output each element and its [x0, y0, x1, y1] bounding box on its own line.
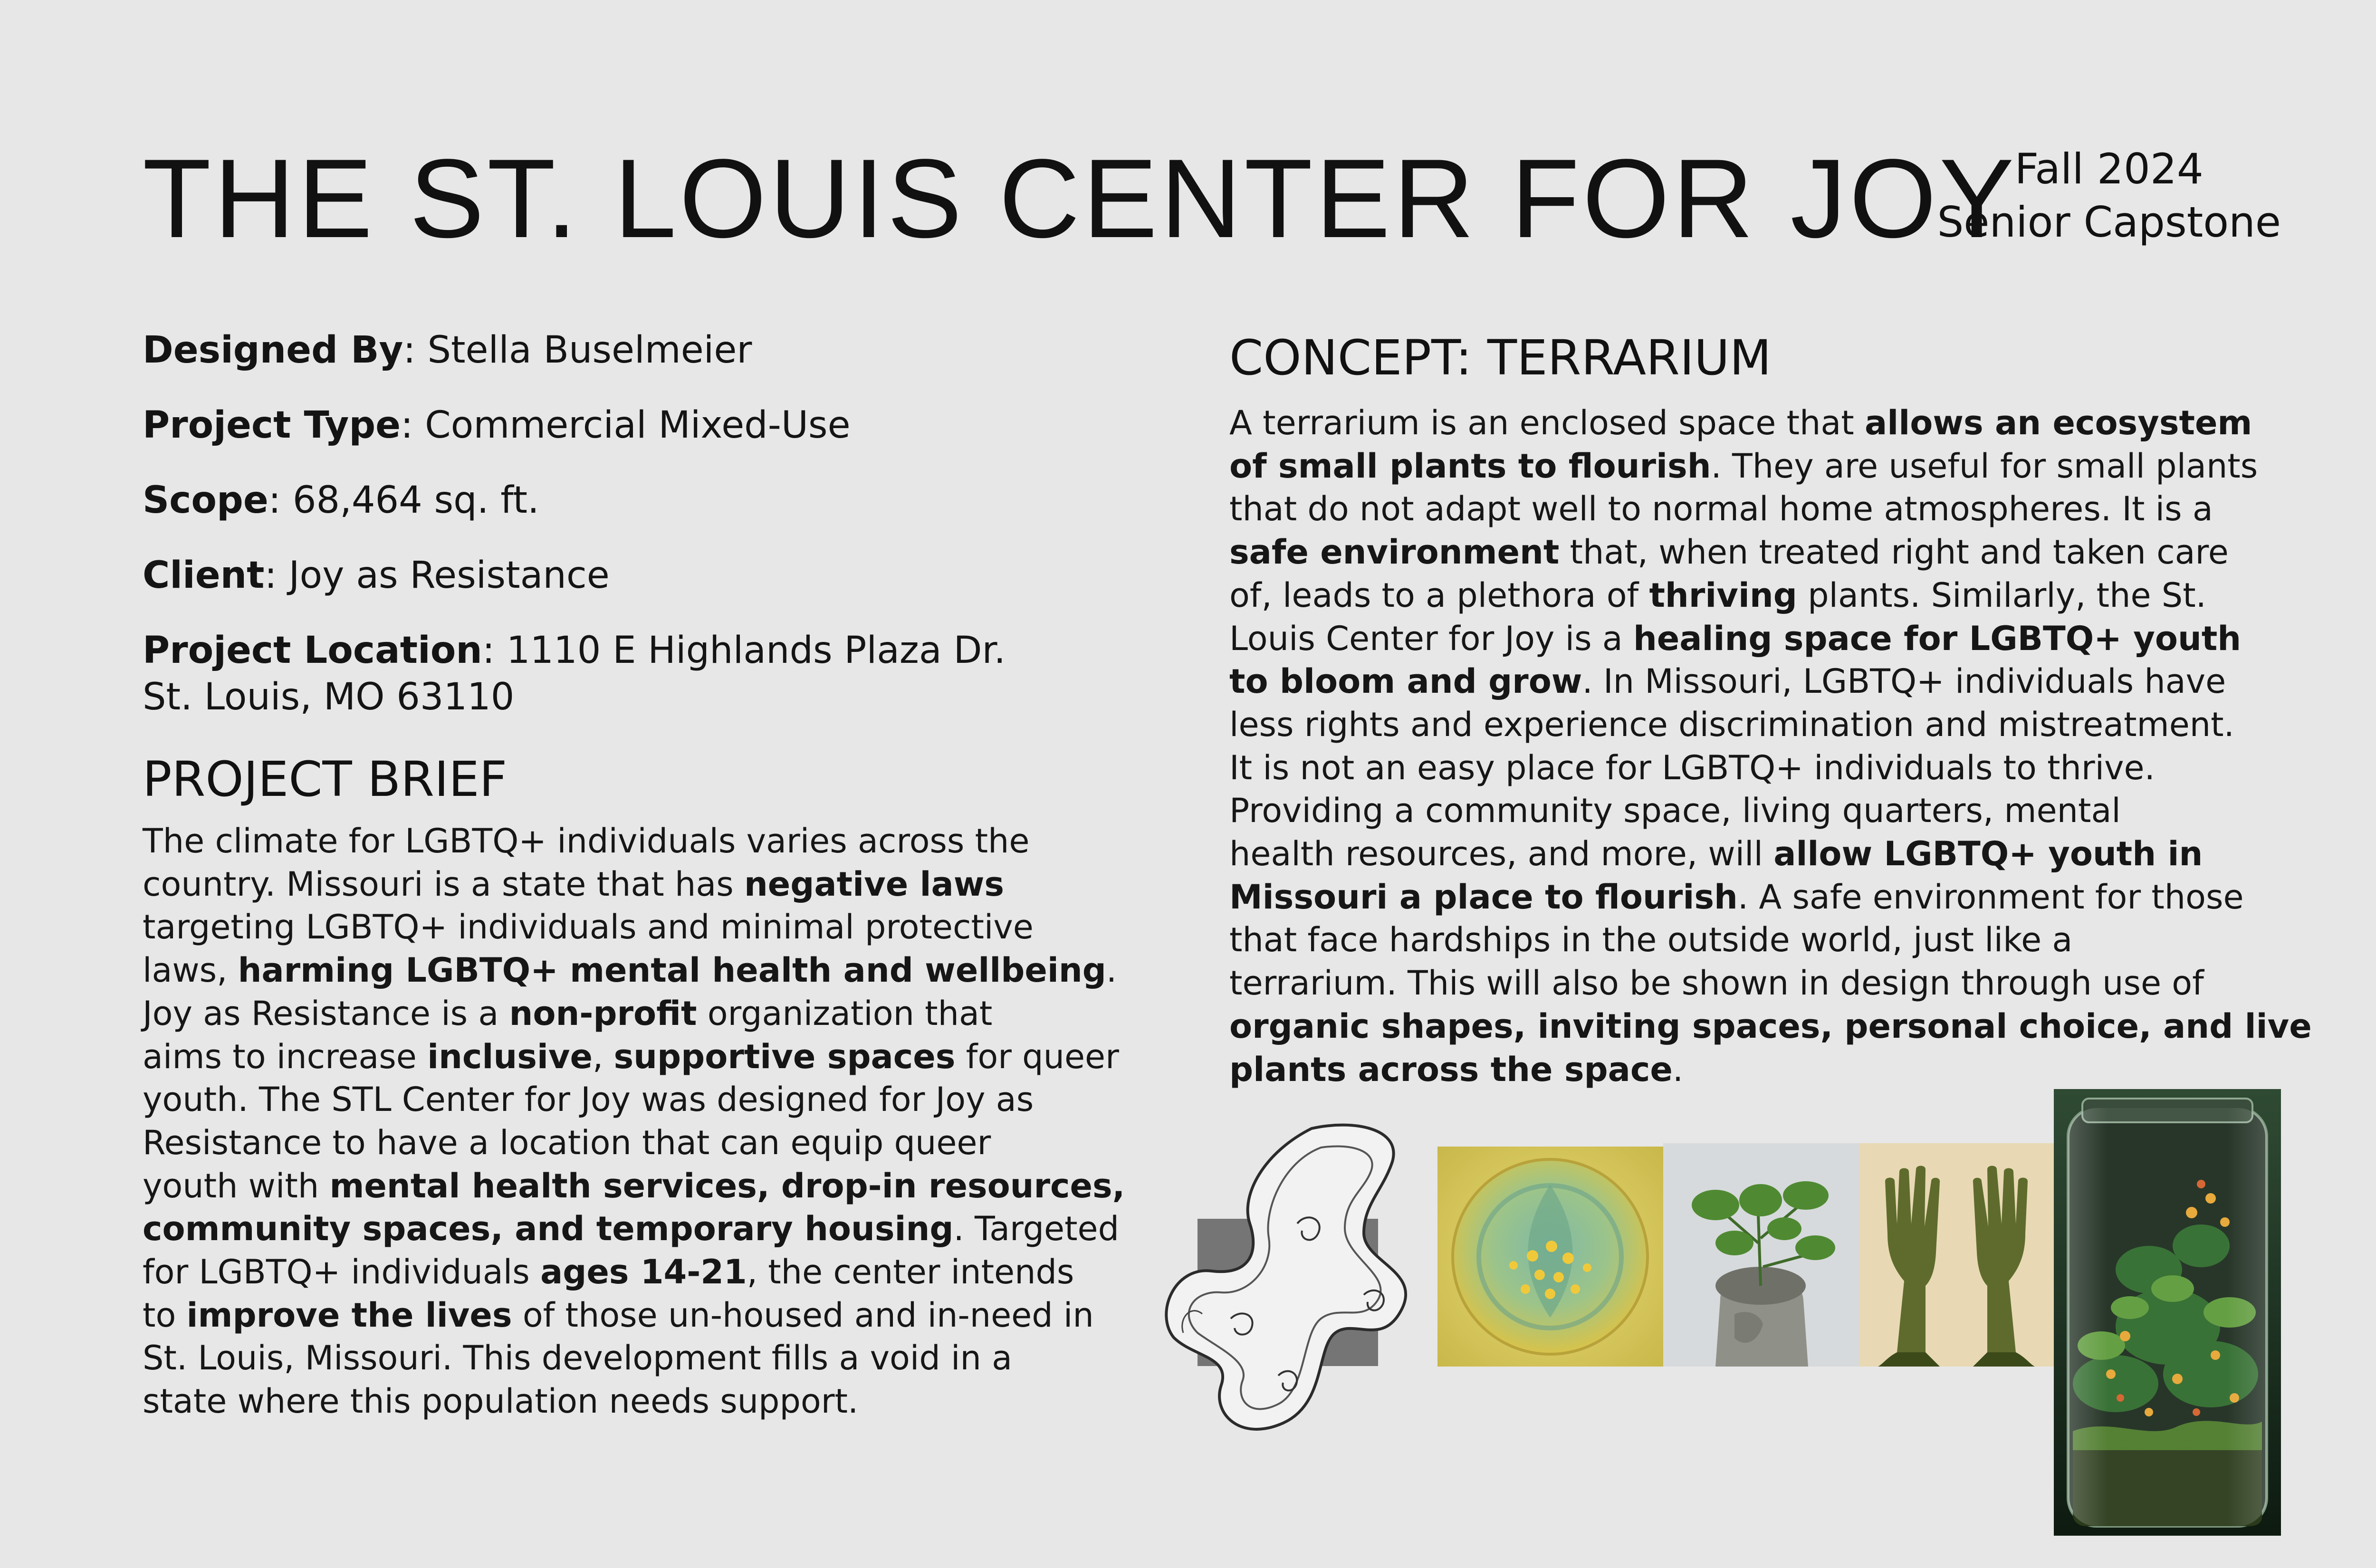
- concept-text-run: health resources, and more, will: [1229, 834, 1774, 874]
- concept-line: [1229, 962, 2284, 1005]
- concept-text-run: .: [1672, 1050, 1684, 1089]
- project-location-city: St. Louis, MO 63110: [143, 676, 515, 718]
- concept-text-run: to bloom and grow: [1229, 662, 1582, 701]
- terrarium-jar-icon: [2054, 1089, 2281, 1536]
- project-location-label: Project Location: [143, 629, 482, 672]
- brief-text-run: for LGBTQ+ individuals: [143, 1252, 540, 1292]
- concept-line: [1229, 660, 2284, 703]
- scope-value: : 68,464 sq. ft.: [268, 479, 539, 522]
- concept-line: [1229, 445, 2284, 488]
- concept-line: [1229, 832, 2284, 876]
- brief-line: [143, 992, 1131, 1035]
- brief-text-run: aims to increase: [143, 1037, 428, 1076]
- brief-text-run: Joy as Resistance is a: [143, 994, 509, 1033]
- concept-line: [1229, 918, 2284, 962]
- brief-text-run: to: [143, 1295, 187, 1335]
- brief-text-run: ages 14-21: [540, 1252, 747, 1292]
- concept-text-run: allow LGBTQ+ youth in: [1773, 834, 2203, 874]
- project-type-label: Project Type: [143, 404, 401, 447]
- brief-line: [143, 1251, 1131, 1294]
- brief-text-run: supportive spaces: [613, 1037, 956, 1076]
- brief-line: [143, 1207, 1131, 1251]
- client-row: [143, 552, 610, 599]
- term-semester: Fall 2024: [2014, 144, 2204, 193]
- concept-text-run: Providing a community space, living quarters, mental: [1229, 791, 2121, 831]
- concept-text: [1229, 402, 2312, 1091]
- concept-text-run: Missouri a place to flourish: [1229, 877, 1738, 917]
- brief-text-run: improve the lives: [186, 1295, 512, 1335]
- brief-text-run: state where this population needs support.: [143, 1382, 859, 1421]
- concept-text-run: that do not adapt well to normal home atmospheres. It is a: [1229, 489, 2213, 529]
- concept-text-run: that face hardships in the outside world, just like a: [1229, 920, 2073, 960]
- project-type-row: [143, 402, 851, 449]
- brief-text-run: St. Louis, Missouri. This development fills a void in a: [143, 1339, 1012, 1378]
- brief-text-run: country. Missouri is a state that has: [143, 864, 744, 904]
- project-location-row: [143, 627, 1006, 720]
- brief-line: [143, 1294, 1131, 1337]
- project-location-street: : 1110 E Highlands Plaza Dr.: [482, 629, 1006, 672]
- brief-line: [143, 820, 1131, 863]
- concept-text-run: . They are useful for small plants: [1711, 446, 2258, 486]
- concept-text-run: plants across the space: [1229, 1050, 1673, 1089]
- concept-line: [1229, 746, 2284, 790]
- brief-text-run: .: [1106, 951, 1117, 990]
- project-brief-heading: PROJECT BRIEF: [143, 751, 508, 808]
- brief-line: [143, 1035, 1131, 1079]
- brief-text-run: of those un-housed and in-need in: [512, 1295, 1094, 1335]
- concept-text-run: healing space for LGBTQ+ youth: [1633, 619, 2242, 658]
- brief-text-run: ,: [593, 1037, 614, 1076]
- concept-text-run: safe environment: [1229, 533, 1560, 572]
- concept-text-run: less rights and experience discrimination and mistreatment.: [1229, 705, 2234, 744]
- client-value: : Joy as Resistance: [264, 554, 610, 597]
- project-type-value: : Commercial Mixed-Use: [401, 404, 851, 447]
- brief-text-run: non-profit: [509, 994, 697, 1033]
- concept-text-run: that, when treated right and taken care: [1559, 533, 2229, 572]
- brief-text-run: harming LGBTQ+ mental health and wellbeing: [238, 951, 1106, 990]
- brief-text-run: , the center intends: [747, 1252, 1074, 1292]
- brief-text-run: laws,: [143, 951, 238, 990]
- moss-hands-icon: [1859, 1143, 2054, 1367]
- concept-line: [1229, 617, 2284, 660]
- brief-line: [143, 1078, 1131, 1121]
- concept-text-run: of small plants to flourish: [1229, 446, 1711, 486]
- brief-text-run: community spaces, and temporary housing: [143, 1209, 954, 1249]
- concept-line: [1229, 703, 2284, 746]
- brief-text-run: youth. The STL Center for Joy was designed for Joy as: [143, 1080, 1034, 1119]
- brief-text-run: inclusive: [427, 1037, 593, 1076]
- concept-text-run: plants. Similarly, the St.: [1797, 575, 2206, 615]
- concept-line: [1229, 876, 2284, 919]
- brief-text-run: mental health services, drop-in resources,: [329, 1166, 1125, 1205]
- brief-line: [143, 949, 1131, 992]
- brief-line: [143, 1337, 1131, 1380]
- concept-line: [1229, 1048, 2284, 1091]
- brief-text-run: The climate for LGBTQ+ individuals varies across the: [143, 822, 1030, 860]
- brief-line: [143, 906, 1131, 949]
- concept-text-run: A terrarium is an enclosed space that: [1229, 403, 1865, 442]
- scope-label: Scope: [143, 479, 268, 522]
- designed-by-value: : Stella Buselmeier: [403, 329, 752, 372]
- concept-text-run: allows an ecosystem: [1865, 403, 2252, 442]
- brief-text-run: organization that: [697, 994, 993, 1033]
- concept-line: [1229, 402, 2284, 445]
- scope-row: [143, 477, 539, 524]
- term-info: [1937, 143, 2281, 249]
- brief-text-run: for queer: [955, 1037, 1119, 1076]
- green-yellow-orb-painting-icon: [1437, 1147, 1663, 1367]
- concept-line: [1229, 1005, 2312, 1048]
- concept-text-run: It is not an easy place for LGBTQ+ individuals to thrive.: [1229, 748, 2155, 787]
- concept-line: [1229, 789, 2284, 832]
- brief-text-run: negative laws: [744, 864, 1005, 904]
- brief-line: [143, 863, 1131, 906]
- concept-text-run: organic shapes, inviting spaces, personal choice, and live: [1229, 1006, 2312, 1046]
- concept-text-run: . A safe environment for those: [1737, 877, 2244, 917]
- concept-line: [1229, 531, 2284, 574]
- concept-text-run: Louis Center for Joy is a: [1229, 619, 1633, 658]
- brief-text-run: youth with: [143, 1166, 330, 1205]
- organic-shape-sketch-icon: [1155, 1109, 1435, 1442]
- concept-heading: CONCEPT: TERRARIUM: [1229, 330, 1772, 386]
- client-label: Client: [143, 554, 265, 597]
- concept-text-run: terrarium. This will also be shown in design through use of: [1229, 964, 2204, 1003]
- term-course: Senior Capstone: [1937, 198, 2281, 247]
- head-planter-icon: [1663, 1143, 1859, 1367]
- brief-text-run: . Targeted: [953, 1209, 1120, 1249]
- concept-line: [1229, 488, 2284, 531]
- brief-text-run: Resistance to have a location that can equip queer: [143, 1123, 991, 1162]
- concept-text-run: . In Missouri, LGBTQ+ individuals have: [1582, 662, 2226, 701]
- designed-by-row: [143, 327, 752, 373]
- brief-line: [143, 1165, 1131, 1208]
- concept-text-run: thriving: [1649, 575, 1797, 615]
- project-brief-text: [143, 820, 1131, 1423]
- concept-text-run: of, leads to a plethora of: [1229, 575, 1649, 615]
- designed-by-label: Designed By: [143, 329, 403, 372]
- page-title: THE ST. LOUIS CENTER FOR JOY: [143, 136, 2017, 261]
- brief-line: [143, 1121, 1131, 1165]
- concept-line: [1229, 574, 2284, 617]
- brief-text-run: targeting LGBTQ+ individuals and minimal protective: [143, 908, 1034, 947]
- brief-line: [143, 1380, 1131, 1423]
